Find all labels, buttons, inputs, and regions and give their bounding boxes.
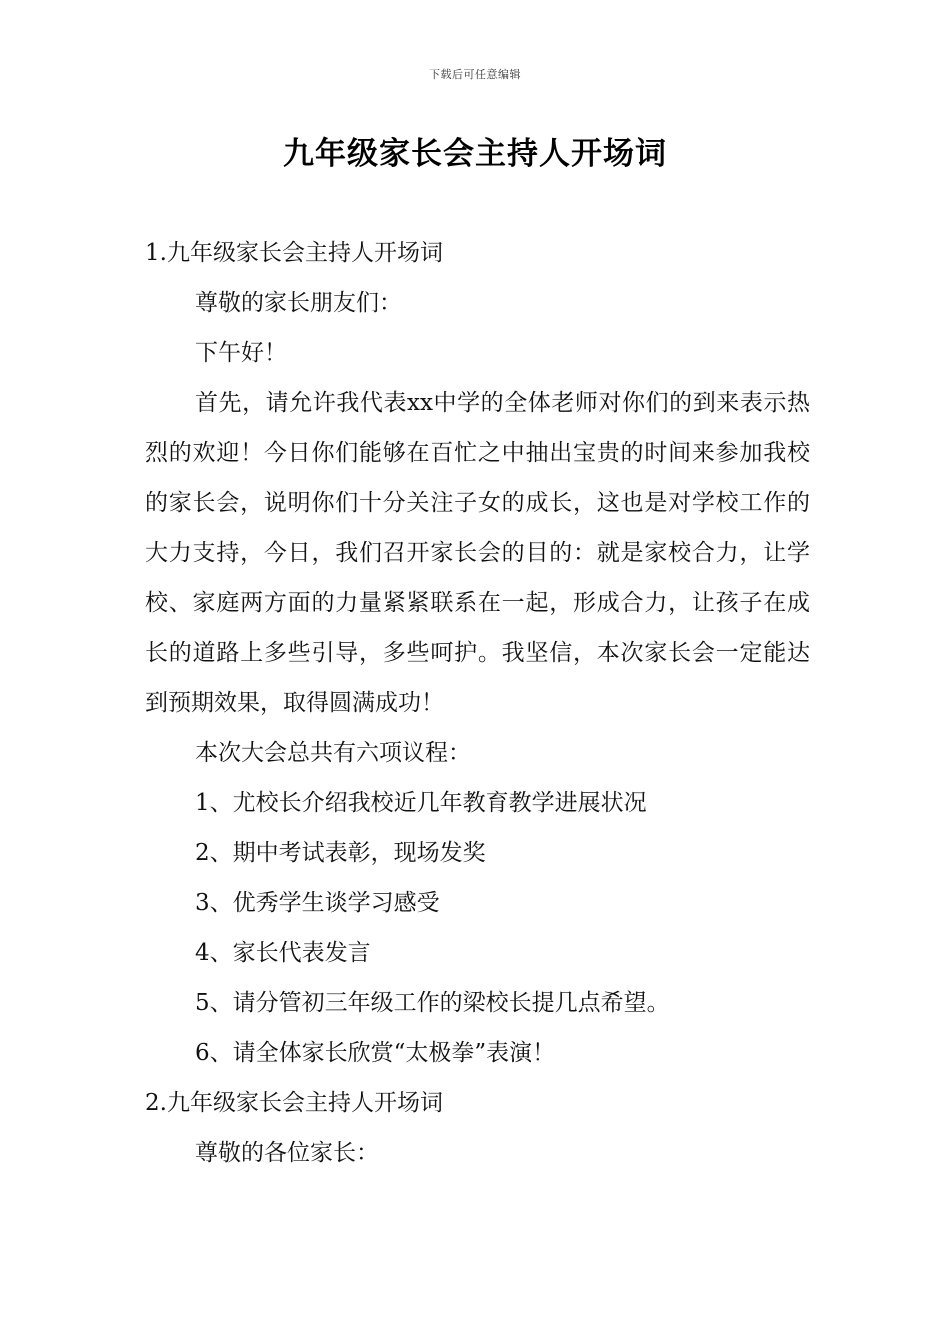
section-2-heading: 2.九年级家长会主持人开场词: [145, 1090, 443, 1116]
header-note: 下载后可任意编辑: [429, 68, 521, 81]
agenda-intro: 本次大会总共有六项议程：: [195, 740, 471, 766]
agenda-item: 5、请分管初三年级工作的梁校长提几点希望。: [195, 990, 670, 1016]
section-2-greeting: 尊敬的各位家长：: [195, 1140, 379, 1166]
agenda-item: 3、优秀学生谈学习感受: [195, 890, 440, 916]
agenda-item: 1、尤校长介绍我校近几年教育教学进展状况: [195, 790, 647, 816]
agenda-item: 4、家长代表发言: [195, 940, 371, 966]
section-1-salutation: 下午好！: [195, 340, 287, 366]
section-1-heading: 1.九年级家长会主持人开场词: [145, 240, 443, 266]
agenda-item: 6、请全体家长欣赏“太极拳”表演！: [195, 1040, 556, 1066]
document-body: [145, 228, 810, 1178]
agenda-item: 2、期中考试表彰，现场发奖: [195, 840, 486, 866]
section-1-intro-paragraph: 首先，请允许我代表xx中学的全体老师对你们的到来表示热烈的欢迎！今日你们能够在百忙之中抽出宝贵的时间来参加我校的家长会，说明你们十分关注子女的成长，这也是对学校工作的大力支持，今日，我们召开家长会的目的：就是家校合力，让学校、家庭两方面的力量紧紧联系在一起，形成合力，让孩子在成长的道路上多些引导，多些呵护。我坚信，本次家长会一定能达到预期效果，取得圆满成功！: [145, 390, 810, 716]
document-title: 九年级家长会主持人开场词: [283, 136, 667, 172]
section-1-greeting: 尊敬的家长朋友们：: [195, 290, 402, 316]
